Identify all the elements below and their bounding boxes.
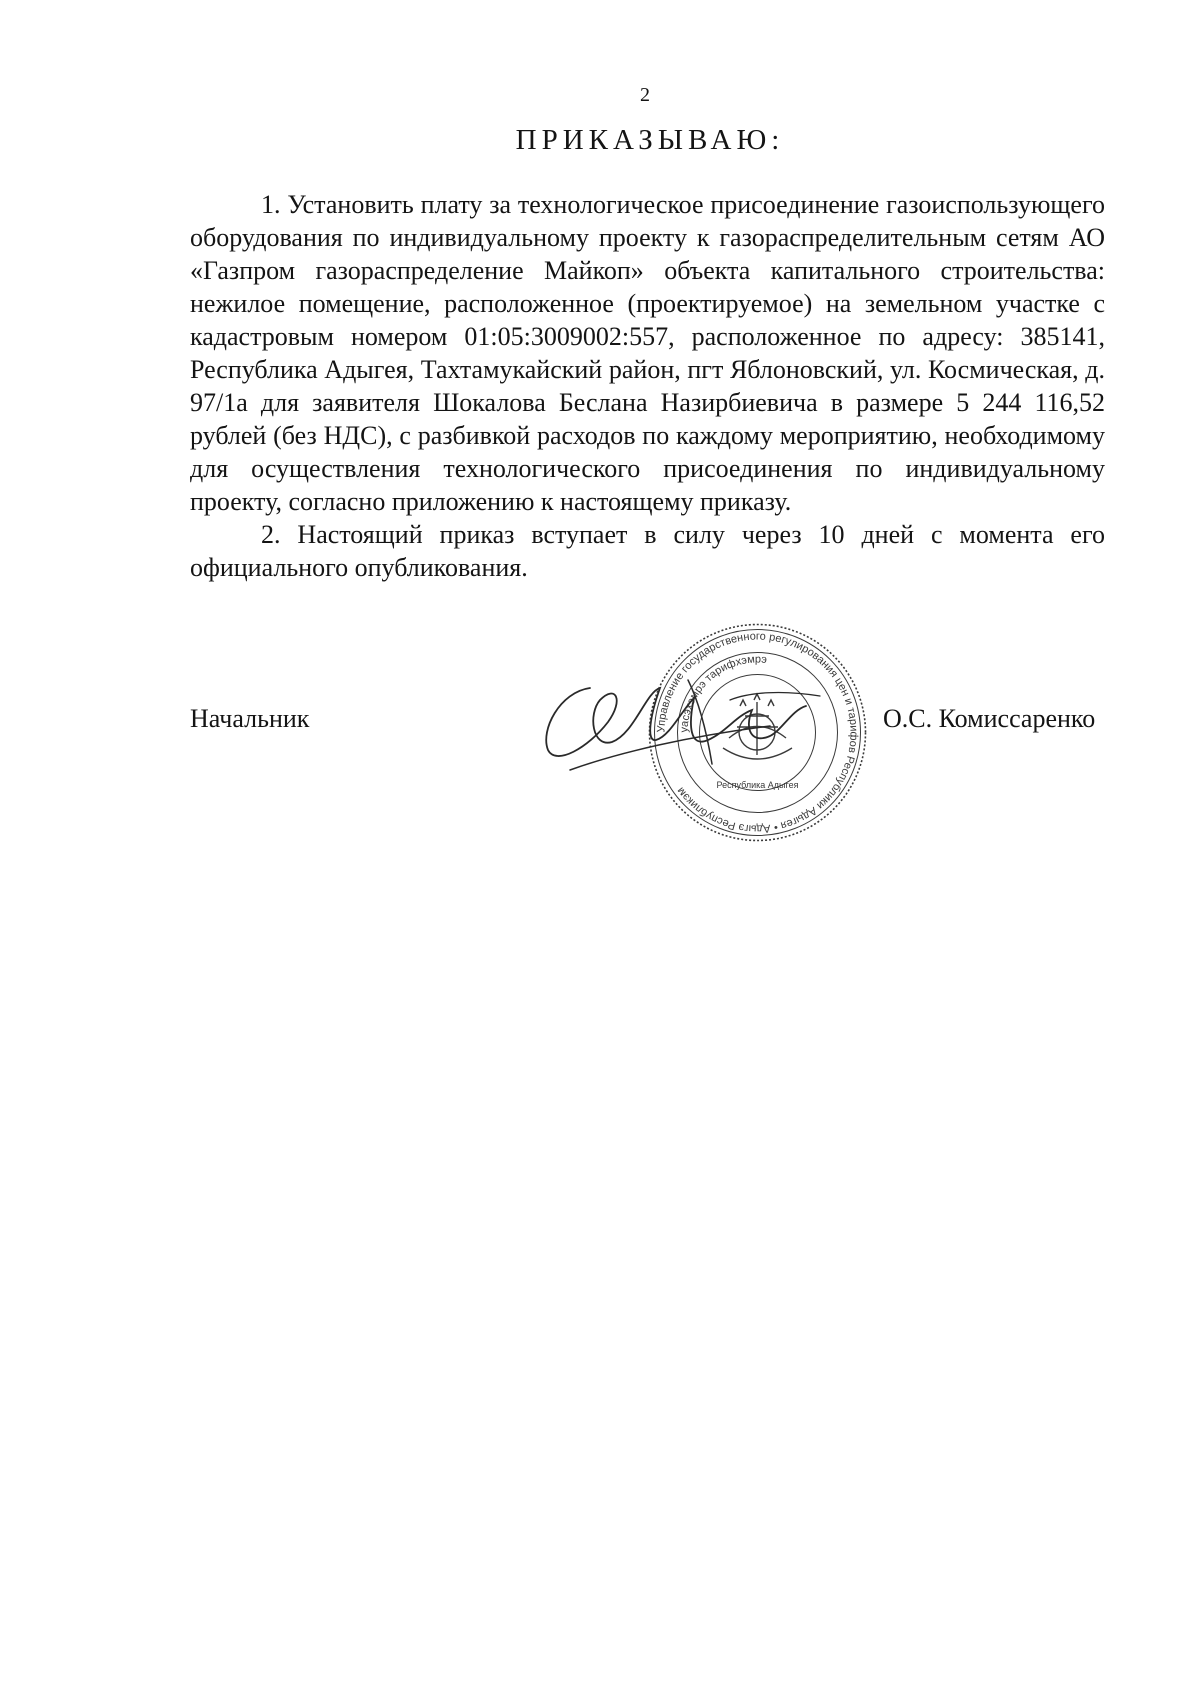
- paragraph-2: 2. Настоящий приказ вступает в силу через 10 дней с момента его официального опубликования.: [190, 520, 1105, 582]
- stamp-center-text: Республика Адыгея: [716, 780, 799, 790]
- order-heading: ПРИКАЗЫВАЮ:: [515, 124, 785, 156]
- stamp-inner-text: уасэхэмрэ тарифхэмрэ: [678, 653, 768, 733]
- page-number: 2: [640, 84, 650, 106]
- order-body: [190, 188, 1105, 584]
- handwritten-signature: [530, 670, 850, 785]
- stamp-outer-text: Управление государственного регулирования цен и тарифов Республики Адыгея • Адыгэ Республикэм: [655, 630, 860, 835]
- signatory-title: Начальник: [190, 704, 310, 733]
- signatory-name: О.С. Комиссаренко: [883, 704, 1096, 733]
- paragraph-1: 1. Установить плату за технологическое присоединение газоиспользующего оборудования по индивидуальному проекту к газораспределительным сетям АО «Газпром газораспределение Майкоп» объекта капитального строительства: нежилое помещение, расположенное (проектируемое) на земельном участке с кадастровым номером 01:05:3009002:557, расположенное по адресу: 385141, Республика Адыгея, Тахтамукайский район, пгт Яблоновский, ул. Космическая, д. 97/1а для заявителя Шокалова Беслана Назирбиевича в размере 5 244 116,52 рублей (без НДС), с разбивкой расходов по каждому мероприятию, необходимому для осуществления технологического присоединения по индивидуальному проекту, согласно приложению к настоящему приказу.: [190, 190, 1105, 516]
